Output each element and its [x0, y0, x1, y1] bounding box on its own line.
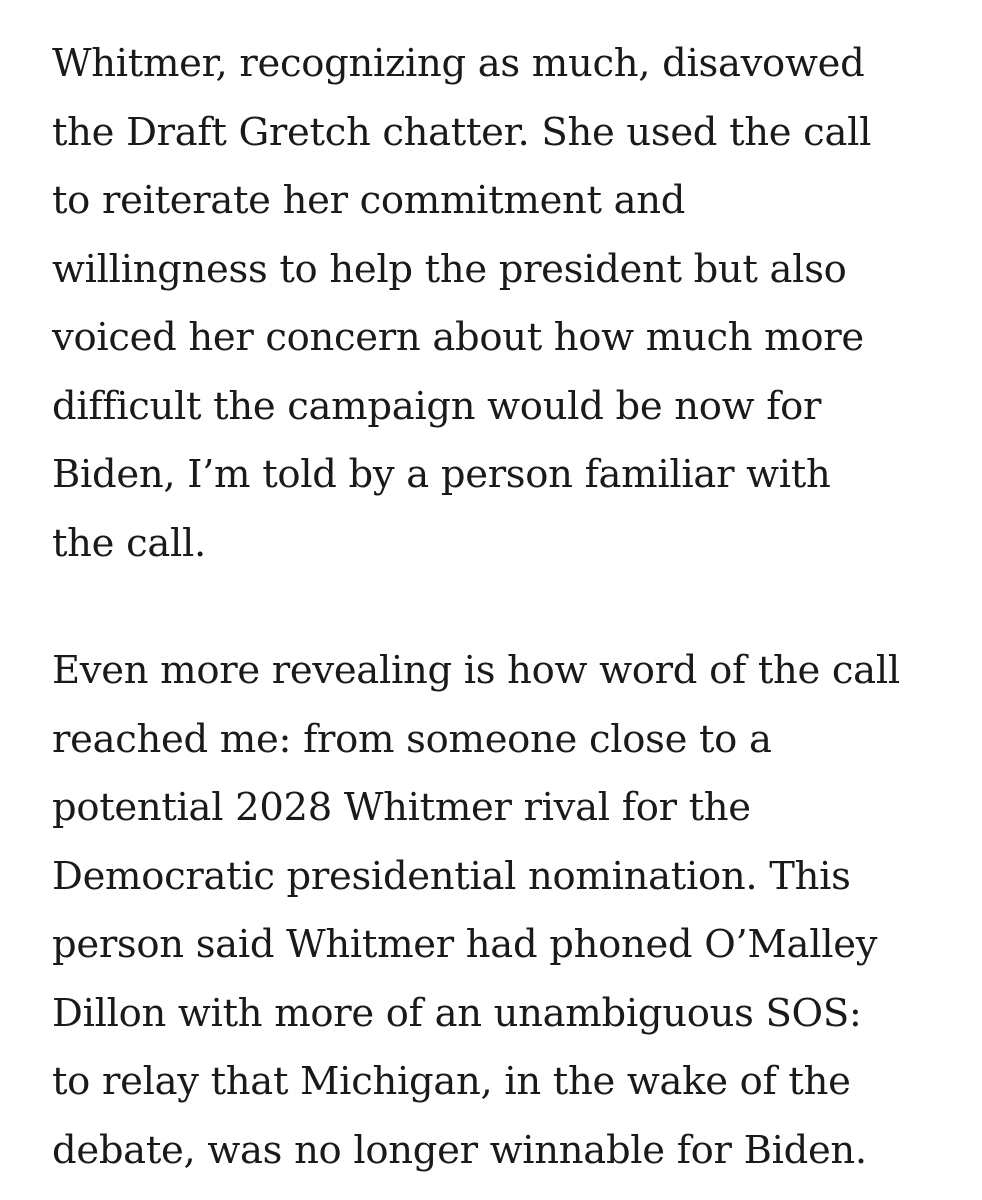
text-line: to reiterate her commitment and	[52, 178, 686, 223]
text-line: Even more revealing is how word of the call	[52, 648, 900, 693]
text-line: debate, was no longer winnable for Biden.	[52, 1127, 867, 1173]
article-body	[52, 30, 952, 1185]
text-line: difficult the campaign would be now for	[52, 383, 822, 429]
paragraph-1	[52, 30, 952, 578]
text-line: Biden, I’m told by a person familiar with	[52, 452, 831, 497]
text-line: person said Whitmer had phoned O’Malley	[52, 922, 878, 967]
text-line: potential 2028 Whitmer rival for the	[52, 785, 751, 830]
text-line: Whitmer, recognizing as much, disavowed	[52, 41, 865, 86]
text-line: Democratic presidential nomination. This	[52, 853, 851, 899]
text-line: reached me: from someone close to a	[52, 716, 772, 762]
text-line: Dillon with more of an unambiguous SOS:	[52, 990, 862, 1036]
text-line: to relay that Michigan, in the wake of the	[52, 1059, 851, 1104]
paragraph-2	[52, 637, 952, 1185]
text-line: the call.	[52, 520, 206, 566]
text-line: the Draft Gretch chatter. She used the call	[52, 109, 872, 155]
text-line: voiced her concern about how much more	[52, 315, 864, 360]
text-line: willingness to help the president but also	[52, 246, 847, 292]
